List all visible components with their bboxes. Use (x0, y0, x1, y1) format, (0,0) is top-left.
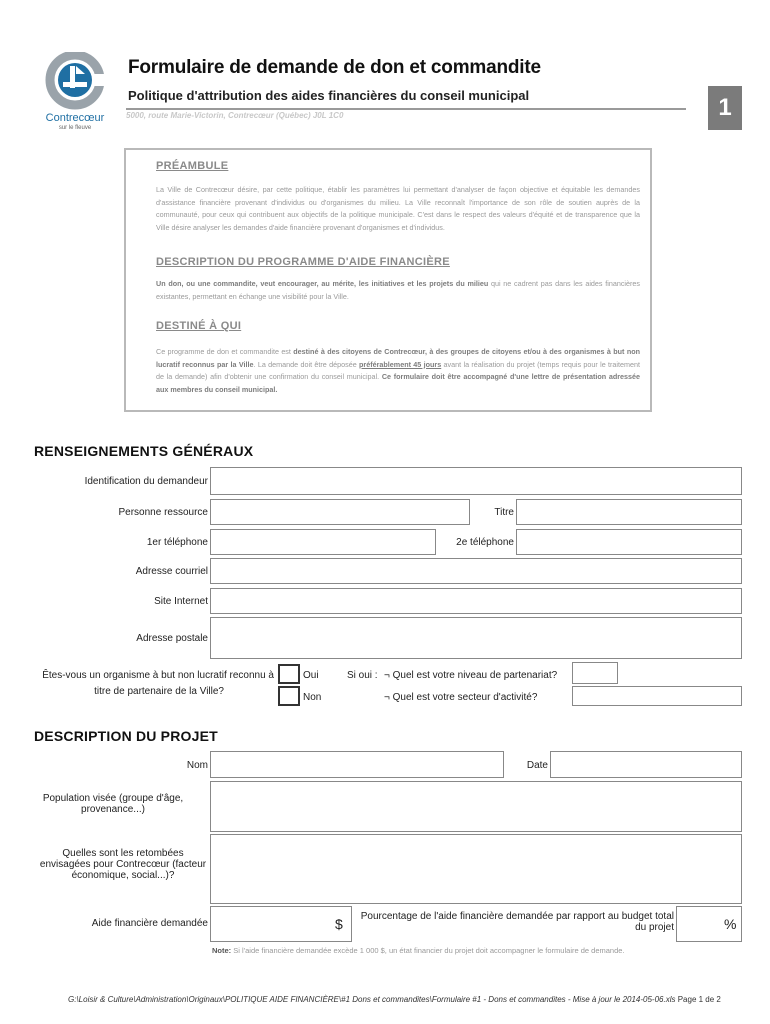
obnl-question-line2: titre de partenaire de la Ville? (94, 686, 224, 697)
date-field[interactable] (550, 751, 742, 778)
sector-field[interactable] (572, 686, 742, 706)
phone2-field[interactable] (516, 529, 742, 555)
percent-sign: % (724, 916, 737, 932)
preamble-heading: PRÉAMBULE (156, 160, 229, 172)
obnl-question-line1: Êtes-vous un organisme à but non lucratif reconnu à (42, 670, 274, 681)
website-field[interactable] (210, 588, 742, 614)
form-title: Formulaire de demande de don et commandite (128, 57, 541, 78)
non-checkbox[interactable] (278, 686, 300, 706)
project-heading: DESCRIPTION DU PROJET (34, 728, 218, 744)
form-subtitle: Politique d'attribution des aides financières du conseil municipal (128, 88, 530, 103)
email-field[interactable] (210, 558, 742, 584)
oui-checkbox[interactable] (278, 664, 300, 684)
website-label: Site Internet (154, 596, 208, 607)
program-heading: DESCRIPTION DU PROGRAMME D'AIDE FINANCIÈRE (156, 256, 450, 268)
contact-person-label: Personne ressource (118, 507, 208, 518)
general-info-heading: RENSEIGNEMENTS GÉNÉRAUX (34, 443, 254, 459)
logo-name: Contrecœur (45, 112, 105, 124)
impact-label: Quelles sont les retombées envisagées pour Contrecœur (facteur économique, social...)? (39, 848, 207, 881)
amount-field[interactable] (210, 906, 352, 942)
identification-field[interactable] (210, 467, 742, 495)
dollar-sign: $ (335, 916, 343, 932)
postal-address-label: Adresse postale (136, 633, 208, 644)
phone2-label: 2e téléphone (456, 537, 514, 548)
financial-note: Note: Si l'aide financière demandée excède 1 000 $, un état financier du projet doit accompagner le formulaire de demande. (212, 946, 625, 955)
postal-address-field[interactable] (210, 617, 742, 659)
title-divider (126, 108, 686, 110)
population-field[interactable] (210, 781, 742, 832)
email-label: Adresse courriel (135, 566, 208, 577)
sector-label: ¬ Quel est votre secteur d'activité? (384, 692, 538, 703)
preamble-text: La Ville de Contrecœur désire, par cette politique, établir les paramètres lui permettant d'analyser de façon objective et équitable les demandes d'assistance financière provenant d'individus ou d'organismes du milieu. La Ville reconnaît l'importance de son rôle de soutien auprès de la communauté, pour ceux qui contribuent aux objectifs de la politique municipale. C'est dans le respect des valeurs d'équité et de transparence que la Ville désire analyser les demandes d'aide financière provenant d'organismes et d'individus. (156, 185, 640, 232)
phone1-label: 1er téléphone (146, 537, 208, 548)
non-label: Non (303, 692, 322, 703)
audience-text: Ce programme de don et commandite est destiné à des citoyens de Contrecœur, à des groupes de citoyens et/ou à des organismes à but non lucratif reconnus par la Ville. La demande doit être déposée préférablement 45 jours avant la réalisation du projet (temps requis pour le traitement de la demande) afin d'obtenir une confirmation du conseil municipal. Ce formulaire doit être accompagné d'une lettre de présentation adressée aux membres du conseil municipal. (156, 347, 640, 394)
city-address: 5000, route Marie-Victorin, Contrecœur (Québec) J0L 1C0 (126, 111, 344, 120)
population-label: Population visée (groupe d'âge, provenance...) (42, 793, 184, 815)
preamble-box (124, 148, 652, 412)
amount-label: Aide financière demandée (91, 918, 208, 929)
program-text: Un don, ou une commandite, veut encourager, au mérite, les initiatives et les projets du milieu qui ne cadrent pas dans les aides financières existantes, permettant en échange une visibilité pour la Ville. (156, 279, 640, 301)
partnership-field[interactable] (572, 662, 618, 684)
title-field[interactable] (516, 499, 742, 525)
project-name-field[interactable] (210, 751, 504, 778)
identification-label: Identification du demandeur (84, 476, 208, 487)
contact-person-field[interactable] (210, 499, 470, 525)
si-oui-label: Si oui : (347, 670, 378, 681)
project-name-label: Nom (186, 760, 208, 771)
partnership-label: ¬ Quel est votre niveau de partenariat? (384, 670, 558, 681)
audience-heading: DESTINÉ À QUI (156, 320, 242, 332)
date-label: Date (526, 760, 548, 771)
phone1-field[interactable] (210, 529, 436, 555)
page-number-badge: 1 (708, 86, 742, 130)
impact-field[interactable] (210, 834, 742, 904)
logo-tagline: sur le fleuve (58, 125, 92, 131)
percentage-label: Pourcentage de l'aide financière demandée par rapport au budget total du projet (360, 911, 674, 933)
footer-file-path: G:\Loisir & Culture\Administration\Originaux\POLITIQUE AIDE FINANCIÈRE\#1 Dons et commandites\Formulaire #1 - Dons et commandites - Mise à jour le 2014-05-06.xls Page 1 de 2 (68, 995, 721, 1004)
title-label: Titre (494, 507, 514, 518)
oui-label: Oui (303, 670, 319, 681)
